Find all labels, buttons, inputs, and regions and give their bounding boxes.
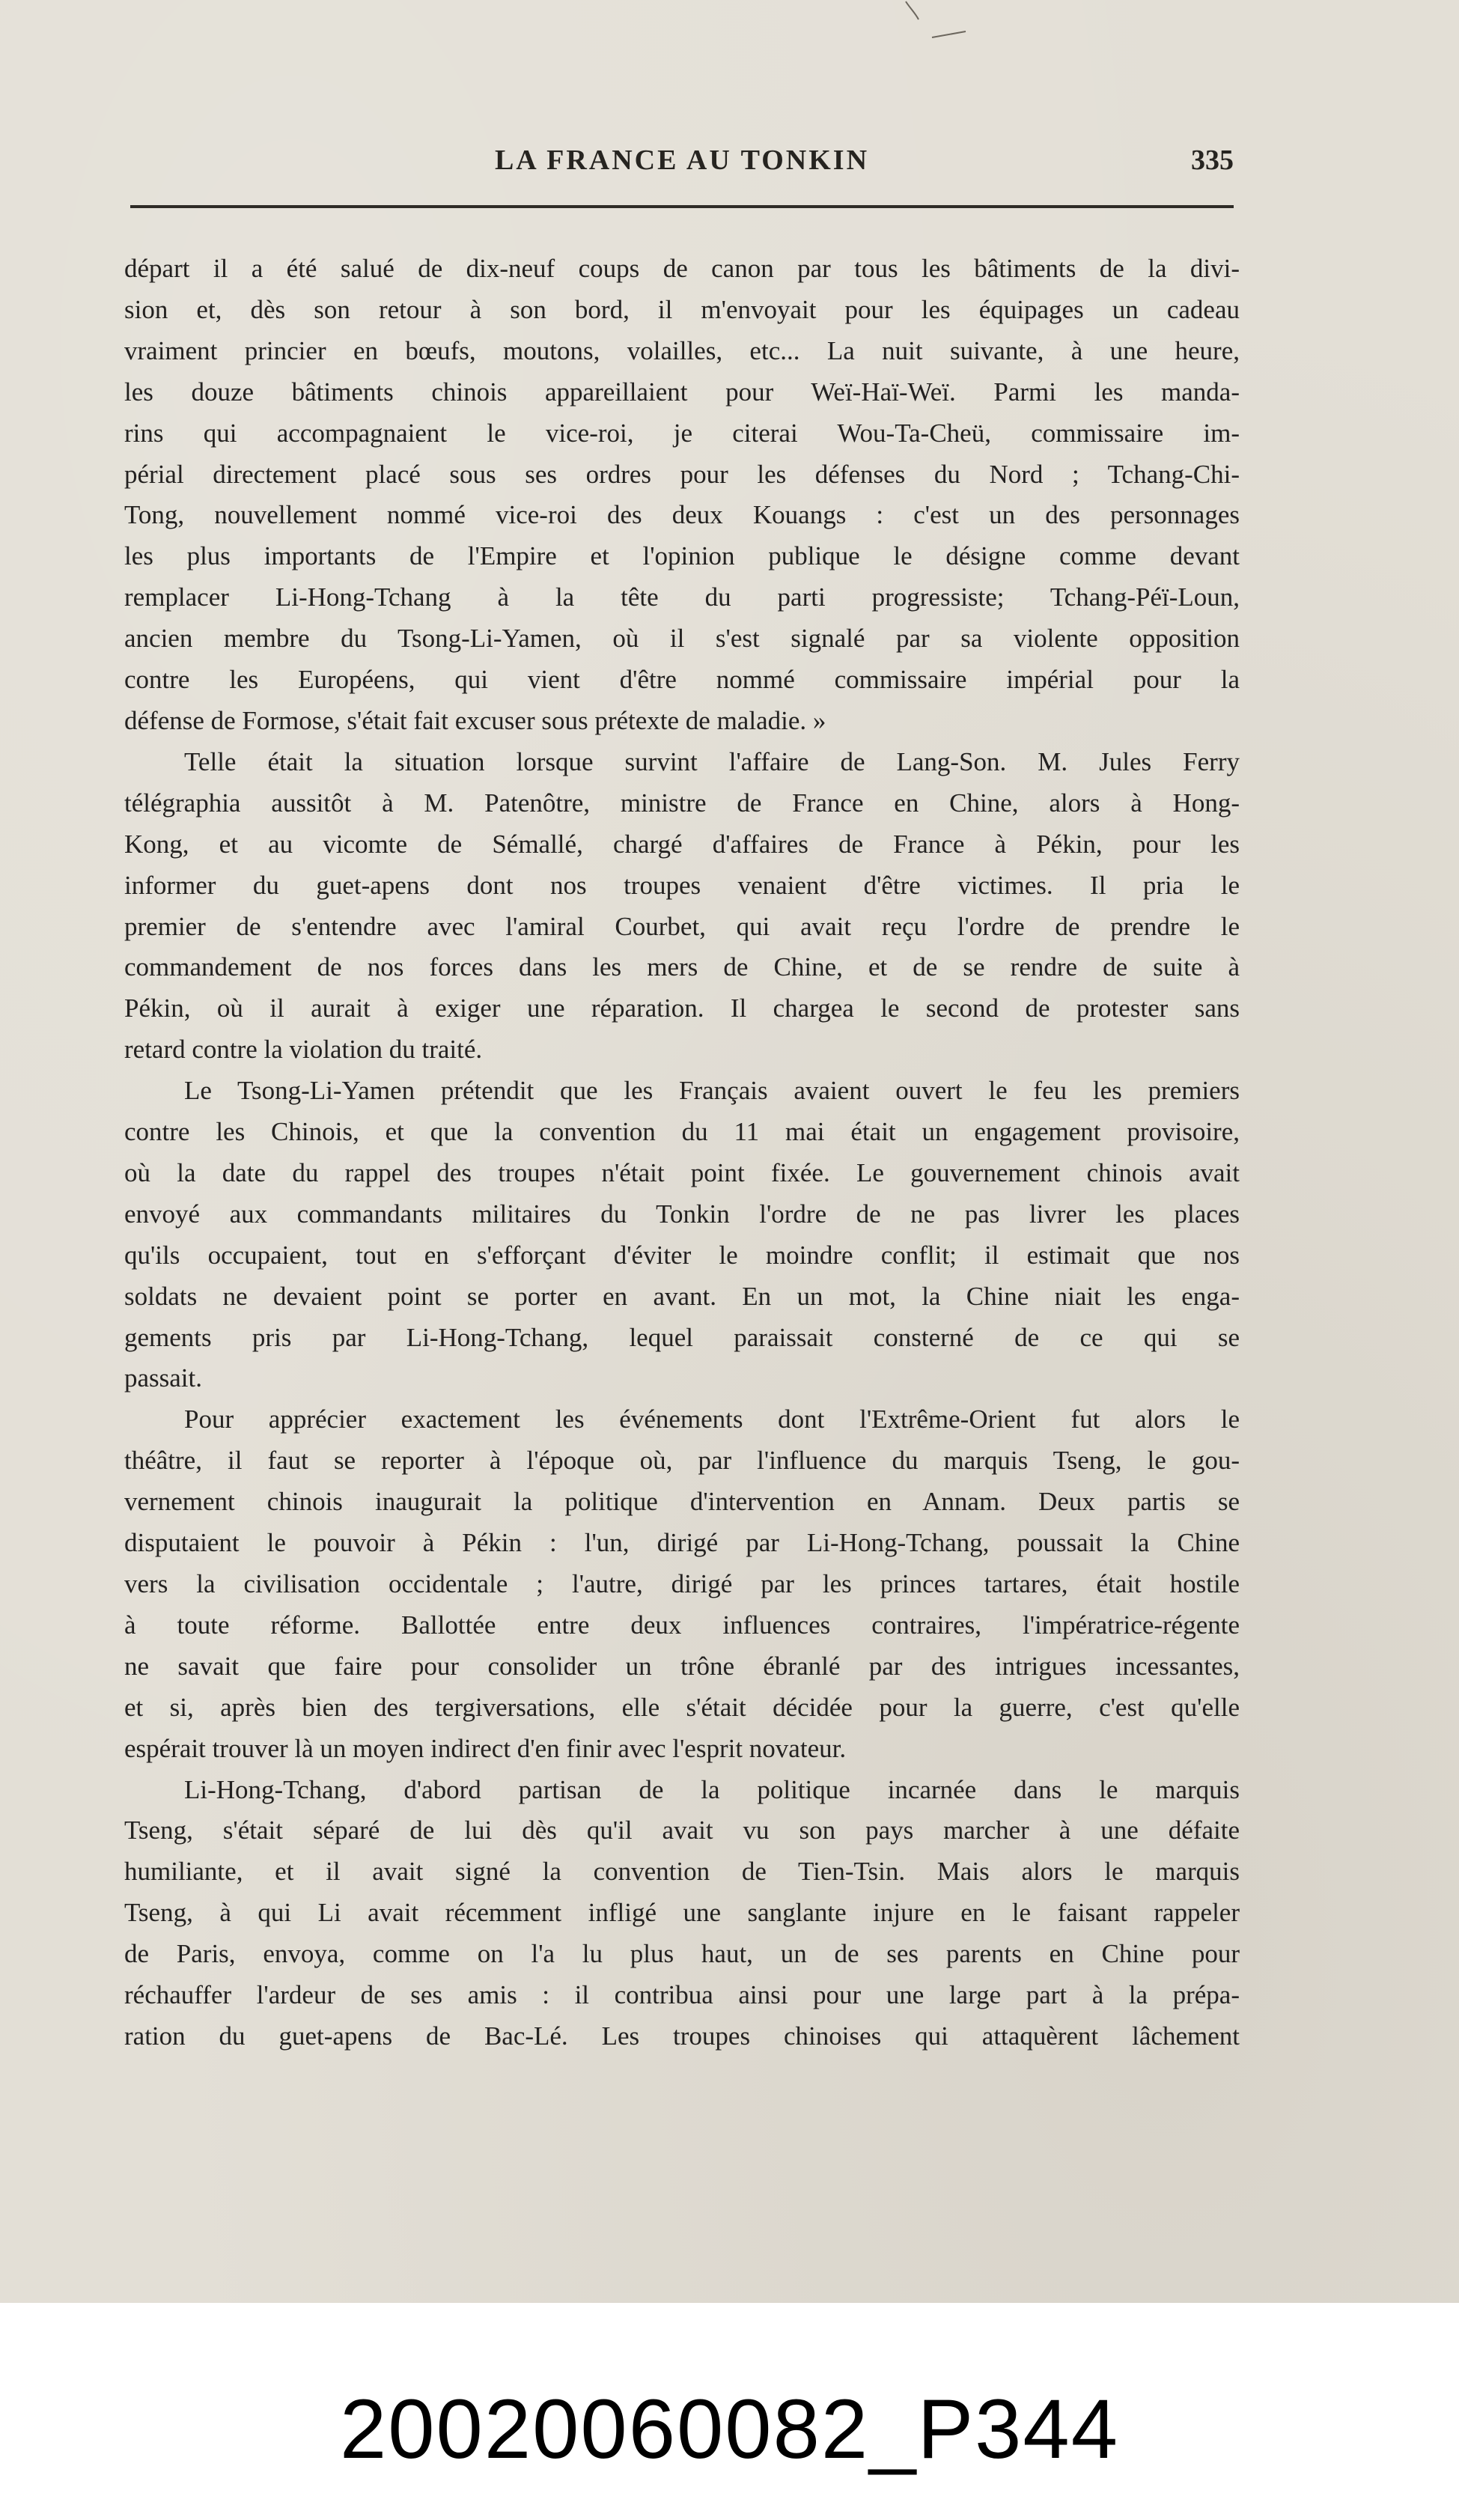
text-line: à toute réforme. Ballottée entre deux influences contraires, l'impératrice-régente [124,1610,1240,1640]
text-line: où la date du rappel des troupes n'était point fixée. Le gouvernement chinois avait [124,1157,1240,1187]
header-rule [130,205,1234,208]
text-line: Li-Hong-Tchang, d'abord partisan de la politique incarnée dans le marquis [184,1774,1240,1804]
text-line: commandement de nos forces dans les mers de Chine, et de se rendre de suite à [124,952,1240,982]
text-line: retard contre la violation du traité. [124,1035,483,1065]
text-line: soldats ne devaient point se porter en avant. En un mot, la Chine niait les enga- [124,1281,1240,1311]
text-line: contre les Européens, qui vient d'être nommé commissaire impérial pour la [124,665,1240,695]
text-line: théâtre, il faut se reporter à l'époque où, par l'influence du marquis Tseng, le gou- [124,1446,1240,1476]
pencil-mark [902,0,969,45]
text-line: Tseng, à qui Li avait récemment infligé une sanglante injure en le faisant rappeler [124,1898,1240,1928]
text-line: télégraphia aussitôt à M. Patenôtre, ministre de France en Chine, alors à Hong- [124,788,1240,818]
text-line: vers la civilisation occidentale ; l'autre, dirigé par les princes tartares, était hostile [124,1569,1240,1598]
text-line: réchauffer l'ardeur de ses amis : il contribua ainsi pour une large part à la prépa- [124,1980,1240,2010]
text-line: Tseng, s'était séparé de lui dès qu'il avait vu son pays marcher à une défaite [124,1816,1240,1845]
text-line: Tong, nouvellement nommé vice-roi des deux Kouangs : c'est un des personnages [124,500,1240,530]
text-line: remplacer Li-Hong-Tchang à la tête du parti progressiste; Tchang-Péï-Loun, [124,582,1240,612]
text-line: ration du guet-apens de Bac-Lé. Les troupes chinoises qui attaquèrent lâchement [124,2021,1240,2051]
running-title: LA FRANCE AU TONKIN [494,144,870,176]
text-line: vraiment princier en bœufs, moutons, volailles, etc... La nuit suivante, à une heure, [124,335,1240,365]
running-head [130,144,1234,189]
text-line: espérait trouver là un moyen indirect d'en finir avec l'esprit novateur. [124,1733,847,1763]
text-line: les douze bâtiments chinois appareillaient pour Weï-Haï-Weï. Parmi les manda- [124,377,1240,407]
text-line: Pékin, où il aurait à exiger une réparation. Il chargea le second de protester sans [124,993,1240,1023]
body-text [124,249,1240,2057]
text-line: contre les Chinois, et que la convention du 11 mai était un engagement provisoire, [124,1117,1240,1147]
text-line: de Paris, envoya, comme on l'a lu plus haut, un de ses parents en Chine pour [124,1939,1240,1969]
text-line: rins qui accompagnaient le vice-roi, je citerai Wou-Ta-Cheü, commissaire im- [124,418,1240,448]
text-line: Telle était la situation lorsque survint l'affaire de Lang-Son. M. Jules Ferry [184,746,1240,776]
text-line: défense de Formose, s'était fait excuser sous prétexte de maladie. » [124,705,826,735]
text-line: informer du guet-apens dont nos troupes venaient d'être victimes. Il pria le [124,870,1240,900]
text-line: premier de s'entendre avec l'amiral Courbet, qui avait reçu l'ordre de prendre le [124,911,1240,941]
text-line: passait. [124,1363,203,1393]
text-line: Le Tsong-Li-Yamen prétendit que les Français avaient ouvert le feu les premiers [184,1076,1240,1106]
text-line: humiliante, et il avait signé la convention de Tien-Tsin. Mais alors le marquis [124,1857,1240,1887]
text-line: ancien membre du Tsong-Li-Yamen, où il s'est signalé par sa violente opposition [124,624,1240,654]
text-line: départ il a été salué de dix-neuf coups de canon par tous les bâtiments de la divi- [124,254,1240,283]
text-line: Pour apprécier exactement les événements dont l'Extrême-Orient fut alors le [184,1404,1240,1434]
text-line: Kong, et au vicomte de Sémallé, chargé d'affaires de France à Pékin, pour les [124,829,1240,859]
text-line: périal directement placé sous ses ordres pour les défenses du Nord ; Tchang-Chi- [124,459,1240,489]
text-line: envoyé aux commandants militaires du Tonkin l'ordre de ne pas livrer les places [124,1199,1240,1229]
text-line: vernement chinois inaugurait la politique d'intervention en Annam. Deux partis se [124,1487,1240,1517]
page-number: 335 [1191,144,1234,176]
text-line: qu'ils occupaient, tout en s'efforçant d'éviter le moindre conflit; il estimait que nos [124,1240,1240,1270]
text-line: les plus importants de l'Empire et l'opinion publique le désigne comme devant [124,541,1240,571]
text-line: ne savait que faire pour consolider un trône ébranlé par des intrigues incessantes, [124,1651,1240,1681]
text-line: sion et, dès son retour à son bord, il m'envoyait pour les équipages un cadeau [124,294,1240,324]
text-line: et si, après bien des tergiversations, elle s'était décidée pour la guerre, c'est qu'elle [124,1692,1240,1722]
scan-identifier: 20020060082_P344 [339,2382,1120,2476]
text-line: gements pris par Li-Hong-Tchang, lequel paraissait consterné de ce qui se [124,1322,1240,1352]
text-line: disputaient le pouvoir à Pékin : l'un, dirigé par Li-Hong-Tchang, poussait la Chine [124,1528,1240,1558]
